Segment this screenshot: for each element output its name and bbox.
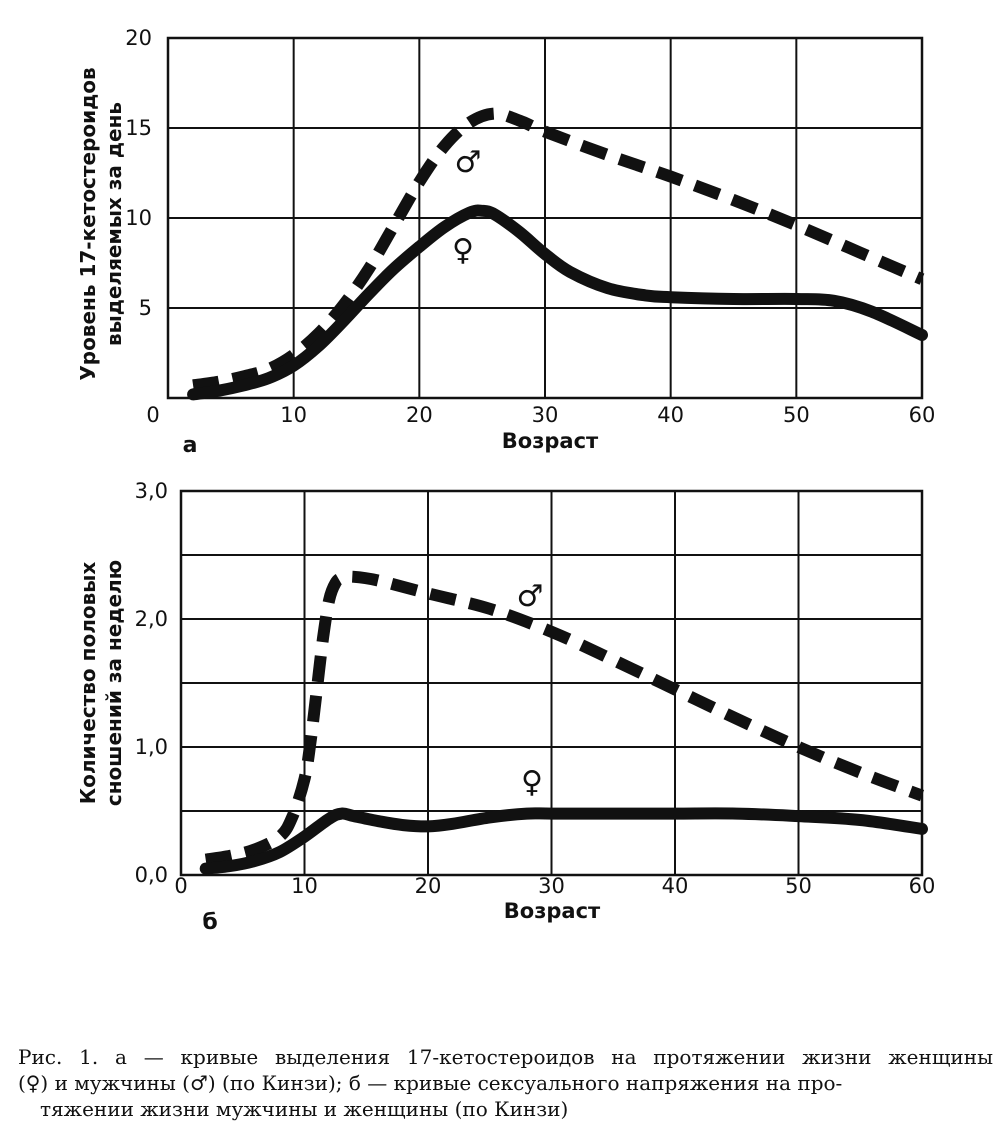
chart-b-x-tick-label: 10 [291,874,318,898]
chart-a-y-origin-label: 0 [146,403,160,427]
chart-a-x-tick-label: 40 [657,403,685,427]
chart-b [76,479,935,935]
chart-a-x-tick-label: 10 [280,403,308,427]
figure-caption [18,1044,993,1122]
caption-line-3: тяжении жизни мужчины и женщины (по Кинзи) [40,1097,569,1121]
chart-a-y-tick-label: 5 [138,296,152,320]
chart-b-y-tick-label: 1,0 [134,735,168,759]
chart-a-y-tick-label: 15 [125,116,152,140]
chart-a-grid [168,38,922,398]
chart-a-panel-label: а [182,433,198,458]
chart-b-x-tick-label: 50 [785,874,812,898]
chart-a-x-tick-label: 50 [782,403,810,427]
chart-b-x-tick-label: 30 [538,874,565,898]
chart-b-x-tick-label: 0 [174,874,188,898]
chart-b-xlabel: Возраст [503,899,601,923]
chart-a-male-symbol: ♂ [454,145,482,180]
chart-a-male-series-line [193,114,922,386]
chart-b-x-tick-label: 20 [414,874,442,898]
chart-a-series [193,114,922,395]
chart-a-y-tick-label: 20 [125,26,152,50]
chart-b-x-ticks [174,874,935,898]
chart-b-y-tick-label: 2,0 [134,607,168,631]
chart-b-female-series-line [206,813,922,868]
chart-a [76,26,935,458]
chart-b-y-tick-label: 0,0 [134,863,168,887]
chart-a-y-tick-label: 10 [125,206,152,230]
chart-b-female-symbol: ♀ [521,765,543,800]
chart-a-xlabel: Возраст [501,429,599,453]
chart-a-x-tick-label: 60 [908,403,936,427]
chart-b-male-symbol: ♂ [516,579,544,614]
chart-b-ylabel-line2: сношений за неделю [102,559,126,807]
chart-a-y-ticks [125,26,152,320]
chart-b-y-tick-label: 3,0 [134,479,168,503]
chart-a-x-ticks [280,403,935,427]
chart-a-ylabel-line2: выделяемых за день [102,101,126,347]
caption-line-2: (♀) и мужчины (♂) (по Кинзи); б — кривые сексуального напряжения на про- [18,1071,843,1095]
caption-line-1: Рис. 1. а — кривые выделения 17-кетостероидов на протяжении жизни женщины [18,1045,993,1069]
chart-b-x-tick-label: 40 [661,874,689,898]
chart-b-x-tick-label: 60 [908,874,936,898]
chart-b-panel-label: б [202,910,218,935]
chart-a-x-tick-label: 30 [531,403,559,427]
chart-b-ylabel-line1: Количество половых [76,561,100,805]
chart-b-series [206,577,922,869]
chart-a-x-tick-label: 20 [405,403,433,427]
chart-a-ylabel-line1: Уровень 17-кетостероидов [76,67,100,381]
chart-a-female-symbol: ♀ [452,233,474,268]
chart-b-y-ticks [135,479,168,887]
